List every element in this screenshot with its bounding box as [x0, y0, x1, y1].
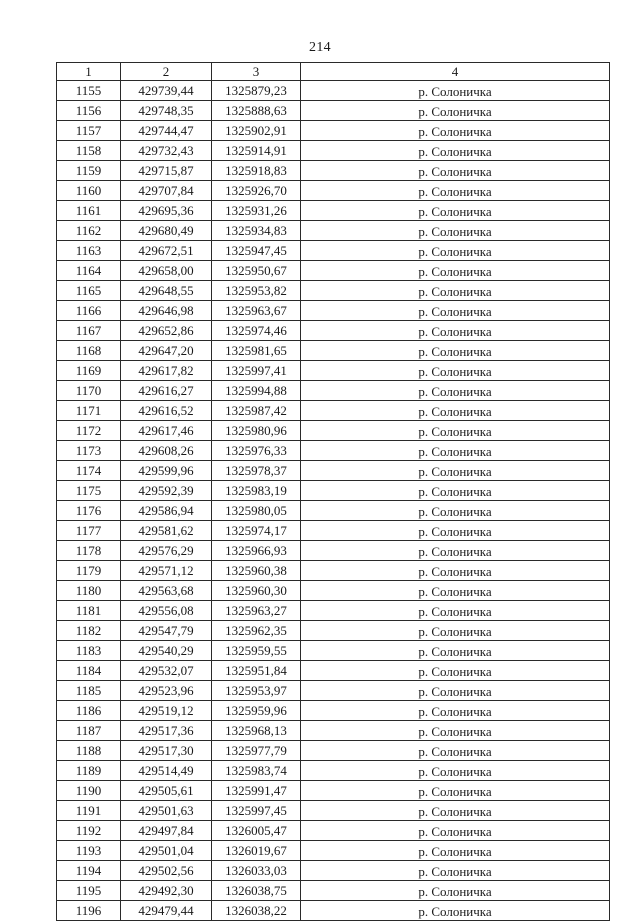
table-row — [57, 121, 610, 141]
description-cell: р. Солоничка — [301, 501, 610, 521]
y-coordinate-cell: 1326005,47 — [212, 821, 301, 841]
description-cell: р. Солоничка — [301, 901, 610, 921]
description-cell: р. Солоничка — [301, 581, 610, 601]
table-row — [57, 401, 610, 421]
description-cell: р. Солоничка — [301, 801, 610, 821]
point-number-cell: 1192 — [57, 821, 121, 841]
x-coordinate-cell: 429517,36 — [121, 721, 212, 741]
x-coordinate-cell: 429592,39 — [121, 481, 212, 501]
x-coordinate-cell: 429617,82 — [121, 361, 212, 381]
x-coordinate-cell: 429648,55 — [121, 281, 212, 301]
x-coordinate-cell: 429608,26 — [121, 441, 212, 461]
y-coordinate-cell: 1325926,70 — [212, 181, 301, 201]
table-row — [57, 261, 610, 281]
y-coordinate-cell: 1325902,91 — [212, 121, 301, 141]
description-cell: р. Солоничка — [301, 381, 610, 401]
description-cell: р. Солоничка — [301, 741, 610, 761]
description-cell: р. Солоничка — [301, 141, 610, 161]
description-cell: р. Солоничка — [301, 821, 610, 841]
x-coordinate-cell: 429517,30 — [121, 741, 212, 761]
description-cell: р. Солоничка — [301, 761, 610, 781]
description-cell: р. Солоничка — [301, 481, 610, 501]
table-row — [57, 861, 610, 881]
y-coordinate-cell: 1325959,55 — [212, 641, 301, 661]
table-row — [57, 481, 610, 501]
table-row — [57, 501, 610, 521]
description-cell: р. Солоничка — [301, 181, 610, 201]
column-header-1: 1 — [57, 63, 121, 81]
point-number-cell: 1185 — [57, 681, 121, 701]
point-number-cell: 1190 — [57, 781, 121, 801]
point-number-cell: 1159 — [57, 161, 121, 181]
description-cell: р. Солоничка — [301, 541, 610, 561]
y-coordinate-cell: 1325947,45 — [212, 241, 301, 261]
y-coordinate-cell: 1325966,93 — [212, 541, 301, 561]
coordinates-table — [56, 62, 610, 921]
table-row — [57, 101, 610, 121]
point-number-cell: 1177 — [57, 521, 121, 541]
description-cell: р. Солоничка — [301, 241, 610, 261]
description-cell: р. Солоничка — [301, 301, 610, 321]
point-number-cell: 1194 — [57, 861, 121, 881]
table-row — [57, 761, 610, 781]
description-cell: р. Солоничка — [301, 121, 610, 141]
x-coordinate-cell: 429514,49 — [121, 761, 212, 781]
table-row — [57, 841, 610, 861]
table-row — [57, 161, 610, 181]
description-cell: р. Солоничка — [301, 341, 610, 361]
x-coordinate-cell: 429492,30 — [121, 881, 212, 901]
point-number-cell: 1162 — [57, 221, 121, 241]
y-coordinate-cell: 1325931,26 — [212, 201, 301, 221]
x-coordinate-cell: 429586,94 — [121, 501, 212, 521]
x-coordinate-cell: 429505,61 — [121, 781, 212, 801]
description-cell: р. Солоничка — [301, 261, 610, 281]
table-row — [57, 181, 610, 201]
y-coordinate-cell: 1325953,97 — [212, 681, 301, 701]
x-coordinate-cell: 429556,08 — [121, 601, 212, 621]
point-number-cell: 1172 — [57, 421, 121, 441]
description-cell: р. Солоничка — [301, 721, 610, 741]
table-row — [57, 621, 610, 641]
description-cell: р. Солоничка — [301, 841, 610, 861]
x-coordinate-cell: 429647,20 — [121, 341, 212, 361]
x-coordinate-cell: 429658,00 — [121, 261, 212, 281]
point-number-cell: 1161 — [57, 201, 121, 221]
point-number-cell: 1175 — [57, 481, 121, 501]
x-coordinate-cell: 429547,79 — [121, 621, 212, 641]
y-coordinate-cell: 1325914,91 — [212, 141, 301, 161]
table-row — [57, 361, 610, 381]
point-number-cell: 1186 — [57, 701, 121, 721]
point-number-cell: 1171 — [57, 401, 121, 421]
y-coordinate-cell: 1325959,96 — [212, 701, 301, 721]
x-coordinate-cell: 429501,63 — [121, 801, 212, 821]
table-row — [57, 581, 610, 601]
y-coordinate-cell: 1325918,83 — [212, 161, 301, 181]
description-cell: р. Солоничка — [301, 441, 610, 461]
x-coordinate-cell: 429497,84 — [121, 821, 212, 841]
x-coordinate-cell: 429672,51 — [121, 241, 212, 261]
point-number-cell: 1184 — [57, 661, 121, 681]
description-cell: р. Солоничка — [301, 321, 610, 341]
description-cell: р. Солоничка — [301, 861, 610, 881]
x-coordinate-cell: 429744,47 — [121, 121, 212, 141]
y-coordinate-cell: 1325879,23 — [212, 81, 301, 101]
point-number-cell: 1182 — [57, 621, 121, 641]
description-cell: р. Солоничка — [301, 881, 610, 901]
x-coordinate-cell: 429616,27 — [121, 381, 212, 401]
table-row — [57, 281, 610, 301]
y-coordinate-cell: 1325934,83 — [212, 221, 301, 241]
point-number-cell: 1158 — [57, 141, 121, 161]
y-coordinate-cell: 1325950,67 — [212, 261, 301, 281]
table-row — [57, 141, 610, 161]
table-header — [57, 63, 610, 81]
x-coordinate-cell: 429680,49 — [121, 221, 212, 241]
x-coordinate-cell: 429748,35 — [121, 101, 212, 121]
x-coordinate-cell: 429532,07 — [121, 661, 212, 681]
x-coordinate-cell: 429479,44 — [121, 901, 212, 921]
table-row — [57, 241, 610, 261]
description-cell: р. Солоничка — [301, 521, 610, 541]
column-header-4: 4 — [301, 63, 610, 81]
table-row — [57, 601, 610, 621]
description-cell: р. Солоничка — [301, 661, 610, 681]
point-number-cell: 1156 — [57, 101, 121, 121]
column-header-3: 3 — [212, 63, 301, 81]
description-cell: р. Солоничка — [301, 681, 610, 701]
point-number-cell: 1169 — [57, 361, 121, 381]
x-coordinate-cell: 429519,12 — [121, 701, 212, 721]
table-row — [57, 441, 610, 461]
x-coordinate-cell: 429540,29 — [121, 641, 212, 661]
y-coordinate-cell: 1325960,38 — [212, 561, 301, 581]
description-cell: р. Солоничка — [301, 781, 610, 801]
description-cell: р. Солоничка — [301, 281, 610, 301]
x-coordinate-cell: 429652,86 — [121, 321, 212, 341]
point-number-cell: 1176 — [57, 501, 121, 521]
table-row — [57, 561, 610, 581]
table-row — [57, 341, 610, 361]
table-row — [57, 461, 610, 481]
y-coordinate-cell: 1325980,96 — [212, 421, 301, 441]
y-coordinate-cell: 1325976,33 — [212, 441, 301, 461]
point-number-cell: 1173 — [57, 441, 121, 461]
point-number-cell: 1196 — [57, 901, 121, 921]
table-row — [57, 701, 610, 721]
point-number-cell: 1179 — [57, 561, 121, 581]
y-coordinate-cell: 1325980,05 — [212, 501, 301, 521]
point-number-cell: 1195 — [57, 881, 121, 901]
point-number-cell: 1168 — [57, 341, 121, 361]
description-cell: р. Солоничка — [301, 401, 610, 421]
y-coordinate-cell: 1325960,30 — [212, 581, 301, 601]
y-coordinate-cell: 1325951,84 — [212, 661, 301, 681]
point-number-cell: 1183 — [57, 641, 121, 661]
point-number-cell: 1167 — [57, 321, 121, 341]
point-number-cell: 1165 — [57, 281, 121, 301]
y-coordinate-cell: 1325968,13 — [212, 721, 301, 741]
y-coordinate-cell: 1325983,19 — [212, 481, 301, 501]
x-coordinate-cell: 429523,96 — [121, 681, 212, 701]
point-number-cell: 1189 — [57, 761, 121, 781]
y-coordinate-cell: 1325994,88 — [212, 381, 301, 401]
point-number-cell: 1174 — [57, 461, 121, 481]
x-coordinate-cell: 429715,87 — [121, 161, 212, 181]
y-coordinate-cell: 1325953,82 — [212, 281, 301, 301]
description-cell: р. Солоничка — [301, 221, 610, 241]
table-row — [57, 721, 610, 741]
y-coordinate-cell: 1326019,67 — [212, 841, 301, 861]
table-row — [57, 81, 610, 101]
table-row — [57, 661, 610, 681]
y-coordinate-cell: 1325997,41 — [212, 361, 301, 381]
description-cell: р. Солоничка — [301, 361, 610, 381]
point-number-cell: 1157 — [57, 121, 121, 141]
point-number-cell: 1187 — [57, 721, 121, 741]
x-coordinate-cell: 429501,04 — [121, 841, 212, 861]
y-coordinate-cell: 1325963,67 — [212, 301, 301, 321]
y-coordinate-cell: 1325997,45 — [212, 801, 301, 821]
description-cell: р. Солоничка — [301, 421, 610, 441]
description-cell: р. Солоничка — [301, 201, 610, 221]
y-coordinate-cell: 1325963,27 — [212, 601, 301, 621]
x-coordinate-cell: 429599,96 — [121, 461, 212, 481]
table-row — [57, 421, 610, 441]
y-coordinate-cell: 1326038,75 — [212, 881, 301, 901]
y-coordinate-cell: 1325987,42 — [212, 401, 301, 421]
description-cell: р. Солоничка — [301, 641, 610, 661]
page-number: 214 — [309, 40, 331, 55]
point-number-cell: 1180 — [57, 581, 121, 601]
y-coordinate-cell: 1325962,35 — [212, 621, 301, 641]
description-cell: р. Солоничка — [301, 701, 610, 721]
y-coordinate-cell: 1325974,17 — [212, 521, 301, 541]
x-coordinate-cell: 429571,12 — [121, 561, 212, 581]
y-coordinate-cell: 1326038,22 — [212, 901, 301, 921]
point-number-cell: 1181 — [57, 601, 121, 621]
table-body — [57, 81, 610, 921]
point-number-cell: 1178 — [57, 541, 121, 561]
point-number-cell: 1155 — [57, 81, 121, 101]
table-row — [57, 641, 610, 661]
description-cell: р. Солоничка — [301, 621, 610, 641]
x-coordinate-cell: 429732,43 — [121, 141, 212, 161]
table-row — [57, 801, 610, 821]
x-coordinate-cell: 429739,44 — [121, 81, 212, 101]
description-cell: р. Солоничка — [301, 161, 610, 181]
table-row — [57, 741, 610, 761]
table-row — [57, 321, 610, 341]
point-number-cell: 1188 — [57, 741, 121, 761]
point-number-cell: 1191 — [57, 801, 121, 821]
y-coordinate-cell: 1325978,37 — [212, 461, 301, 481]
x-coordinate-cell: 429502,56 — [121, 861, 212, 881]
table-row — [57, 201, 610, 221]
table-row — [57, 821, 610, 841]
column-header-2: 2 — [121, 63, 212, 81]
description-cell: р. Солоничка — [301, 561, 610, 581]
x-coordinate-cell: 429616,52 — [121, 401, 212, 421]
x-coordinate-cell: 429563,68 — [121, 581, 212, 601]
table-row — [57, 541, 610, 561]
table-row — [57, 881, 610, 901]
table-row — [57, 681, 610, 701]
y-coordinate-cell: 1326033,03 — [212, 861, 301, 881]
description-cell: р. Солоничка — [301, 461, 610, 481]
x-coordinate-cell: 429617,46 — [121, 421, 212, 441]
description-cell: р. Солоничка — [301, 601, 610, 621]
table-row — [57, 221, 610, 241]
point-number-cell: 1163 — [57, 241, 121, 261]
y-coordinate-cell: 1325981,65 — [212, 341, 301, 361]
point-number-cell: 1160 — [57, 181, 121, 201]
x-coordinate-cell: 429576,29 — [121, 541, 212, 561]
table-row — [57, 381, 610, 401]
point-number-cell: 1166 — [57, 301, 121, 321]
x-coordinate-cell: 429646,98 — [121, 301, 212, 321]
table-row — [57, 301, 610, 321]
x-coordinate-cell: 429695,36 — [121, 201, 212, 221]
x-coordinate-cell: 429581,62 — [121, 521, 212, 541]
description-cell: р. Солоничка — [301, 81, 610, 101]
y-coordinate-cell: 1325991,47 — [212, 781, 301, 801]
point-number-cell: 1193 — [57, 841, 121, 861]
y-coordinate-cell: 1325888,63 — [212, 101, 301, 121]
table-row — [57, 901, 610, 921]
y-coordinate-cell: 1325983,74 — [212, 761, 301, 781]
header-row — [57, 63, 610, 81]
point-number-cell: 1170 — [57, 381, 121, 401]
description-cell: р. Солоничка — [301, 101, 610, 121]
table-row — [57, 521, 610, 541]
table-row — [57, 781, 610, 801]
point-number-cell: 1164 — [57, 261, 121, 281]
x-coordinate-cell: 429707,84 — [121, 181, 212, 201]
y-coordinate-cell: 1325977,79 — [212, 741, 301, 761]
y-coordinate-cell: 1325974,46 — [212, 321, 301, 341]
